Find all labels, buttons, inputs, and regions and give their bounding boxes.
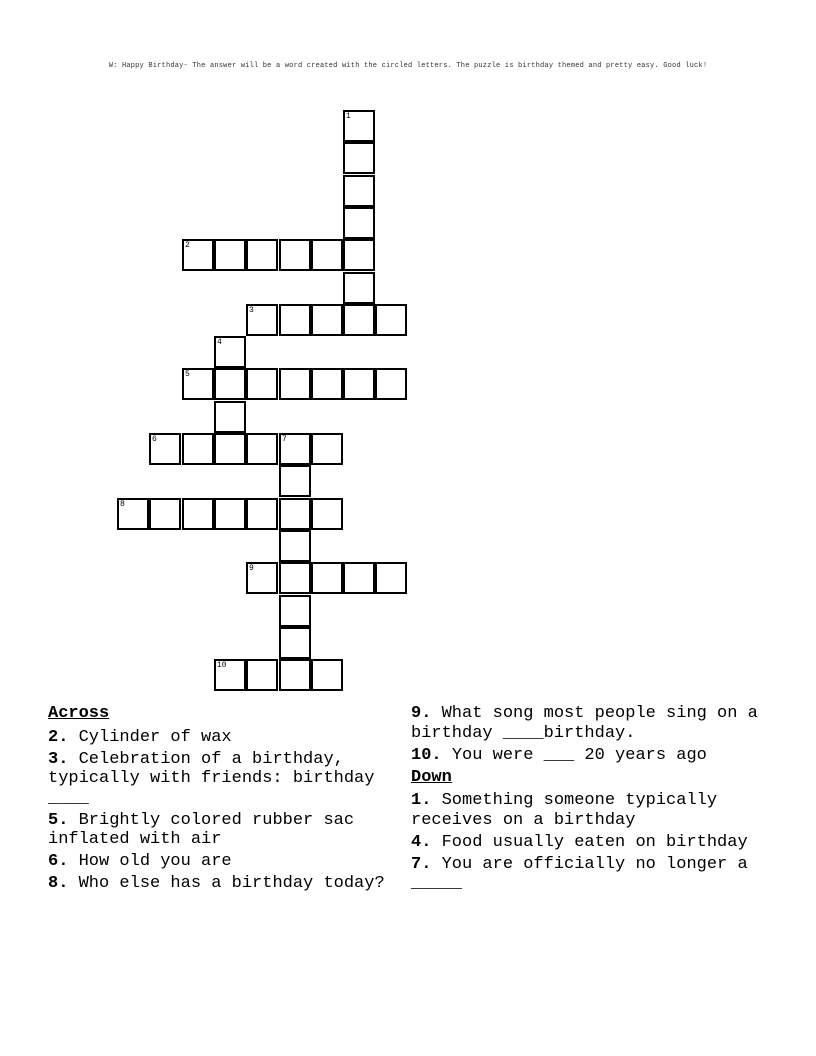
grid-cell[interactable] <box>214 368 246 400</box>
grid-cell[interactable] <box>311 659 343 691</box>
puzzle-instructions: W: Happy Birthday- The answer will be a word created with the circled letters. The puzzle is birthday themed and pretty easy. Good luck! <box>108 62 708 70</box>
down-heading: Down <box>411 767 452 787</box>
grid-cell[interactable] <box>182 368 214 400</box>
grid-cell[interactable] <box>214 659 246 691</box>
grid-cell[interactable] <box>375 368 407 400</box>
grid-cell[interactable] <box>246 239 278 271</box>
grid-cell[interactable] <box>279 562 311 594</box>
clue-text: You were ___ 20 years ago <box>451 745 707 765</box>
clue-across-8 <box>48 874 398 894</box>
clue-text: What song most people sing on a birthday ____birthday. <box>411 704 758 743</box>
cell-number: 10 <box>217 661 227 670</box>
grid-cell[interactable] <box>279 530 311 562</box>
cell-number: 4 <box>217 338 222 347</box>
grid-cell[interactable] <box>343 304 375 336</box>
grid-cell[interactable] <box>279 498 311 530</box>
grid-cell[interactable] <box>246 368 278 400</box>
cell-number: 7 <box>282 435 287 444</box>
grid-cell[interactable] <box>279 659 311 691</box>
clue-across-9 <box>411 704 771 743</box>
cell-number: 2 <box>185 241 190 250</box>
clue-number: 1. <box>411 791 432 810</box>
clue-number: 5. <box>48 810 69 830</box>
grid-cell[interactable] <box>279 465 311 497</box>
clue-number: 9. <box>411 704 432 723</box>
clue-across-2 <box>48 728 398 748</box>
grid-cell[interactable] <box>279 595 311 627</box>
clue-down-7 <box>411 855 771 894</box>
clue-number: 2. <box>48 727 69 747</box>
cell-number: 1 <box>346 112 351 121</box>
grid-cell[interactable] <box>246 433 278 465</box>
clue-text: You are officially no longer a _____ <box>411 854 748 893</box>
grid-cell[interactable] <box>279 627 311 659</box>
clues-column-right <box>411 704 771 896</box>
clue-across-3 <box>48 750 398 809</box>
grid-cell[interactable] <box>343 175 375 207</box>
clue-across-5 <box>48 811 398 850</box>
grid-cell[interactable] <box>343 110 375 142</box>
clue-text: Who else has a birthday today? <box>78 874 385 893</box>
cell-number: 3 <box>249 306 254 315</box>
grid-cell[interactable] <box>182 433 214 465</box>
grid-cell[interactable] <box>214 498 246 530</box>
clue-number: 6. <box>48 852 69 871</box>
grid-cell[interactable] <box>214 401 246 433</box>
grid-cell[interactable] <box>214 433 246 465</box>
grid-cell[interactable] <box>311 239 343 271</box>
grid-cell[interactable] <box>149 498 181 530</box>
grid-cell[interactable] <box>343 239 375 271</box>
grid-cell[interactable] <box>343 272 375 304</box>
grid-cell[interactable] <box>182 239 214 271</box>
across-heading: Across <box>48 704 110 723</box>
cell-number: 6 <box>152 435 157 444</box>
grid-cell[interactable] <box>214 239 246 271</box>
grid-cell[interactable] <box>343 142 375 174</box>
clue-text: Something someone typically receives on a birthday <box>411 791 718 830</box>
cell-number: 8 <box>120 500 125 509</box>
grid-cell[interactable] <box>311 433 343 465</box>
grid-cell[interactable] <box>182 498 214 530</box>
clue-number: 10. <box>411 745 442 765</box>
clue-across-10 <box>411 746 771 766</box>
grid-cell[interactable] <box>375 562 407 594</box>
clue-text: Celebration of a birthday, typically with friends: birthday ____ <box>48 749 375 808</box>
grid-cell[interactable] <box>311 562 343 594</box>
clue-text: Brightly colored rubber sac inflated with air <box>48 810 355 849</box>
grid-cell[interactable] <box>375 304 407 336</box>
grid-cell[interactable] <box>246 562 278 594</box>
clue-down-4 <box>411 833 771 853</box>
clue-number: 7. <box>411 854 432 874</box>
grid-cell[interactable] <box>279 239 311 271</box>
grid-cell[interactable] <box>279 433 311 465</box>
cell-number: 9 <box>249 564 254 573</box>
grid-cell[interactable] <box>343 207 375 239</box>
grid-cell[interactable] <box>311 498 343 530</box>
clue-down-1 <box>411 791 771 830</box>
clue-text: Food usually eaten on birthday <box>441 832 748 852</box>
grid-cell[interactable] <box>343 368 375 400</box>
grid-cell[interactable] <box>311 368 343 400</box>
grid-cell[interactable] <box>343 562 375 594</box>
grid-cell[interactable] <box>311 304 343 336</box>
grid-cell[interactable] <box>214 336 246 368</box>
clues-column-left <box>48 704 398 896</box>
grid-cell[interactable] <box>149 433 181 465</box>
clue-across-6 <box>48 852 398 872</box>
clue-number: 3. <box>48 749 69 769</box>
clue-number: 4. <box>411 832 432 852</box>
cell-number: 5 <box>185 370 190 379</box>
clue-text: How old you are <box>78 852 232 871</box>
grid-cell[interactable] <box>117 498 149 530</box>
clue-number: 8. <box>48 874 69 893</box>
grid-cell[interactable] <box>279 368 311 400</box>
clue-text: Cylinder of wax <box>78 727 232 747</box>
grid-cell[interactable] <box>279 304 311 336</box>
grid-cell[interactable] <box>246 304 278 336</box>
grid-cell[interactable] <box>246 498 278 530</box>
grid-cell[interactable] <box>246 659 278 691</box>
